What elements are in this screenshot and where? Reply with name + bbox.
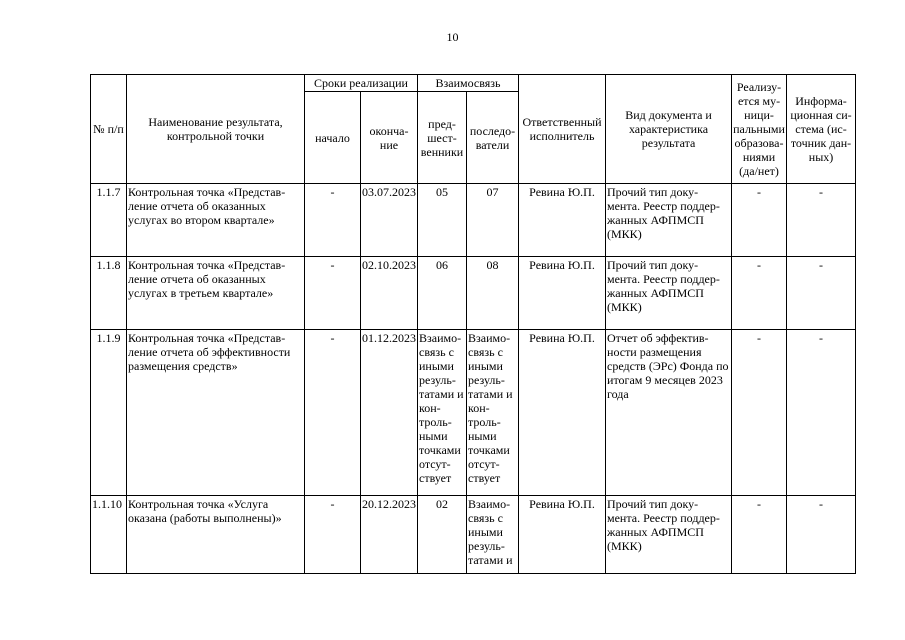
row-executor: Ревина Ю.П. — [519, 257, 606, 330]
row-executor: Ревина Ю.П. — [519, 184, 606, 257]
row-predecessors: 06 — [418, 257, 467, 330]
control-points-table — [90, 74, 856, 574]
row-executor: Ревина Ю.П. — [519, 330, 606, 496]
row-end: 02.10.2023 — [361, 257, 418, 330]
row-successors: Взаимо-связь с иными резуль-татами и — [467, 496, 519, 574]
header-info-system: Информа-ционная си-стема (ис-точник дан-ных) — [787, 75, 856, 184]
row-end: 20.12.2023 — [361, 496, 418, 574]
row-document: Прочий тип доку-мента. Реестр поддер-жанных АФПМСП (МКК) — [606, 496, 732, 574]
table-header — [91, 75, 856, 184]
table-row — [91, 184, 856, 257]
header-executor: Ответственный исполнитель — [519, 75, 606, 184]
row-start: - — [305, 184, 361, 257]
row-document: Прочий тип доку-мента. Реестр поддер-жанных АФПМСП (МКК) — [606, 257, 732, 330]
row-info-system: - — [787, 330, 856, 496]
header-predecessors: пред-шест-венники — [418, 92, 467, 184]
row-municipal: - — [732, 257, 787, 330]
row-start: - — [305, 496, 361, 574]
row-municipal: - — [732, 496, 787, 574]
row-start: - — [305, 330, 361, 496]
row-num: 1.1.10 — [91, 496, 127, 574]
header-terms: Сроки реализации — [305, 75, 418, 92]
row-num: 1.1.7 — [91, 184, 127, 257]
row-document: Отчет об эффектив-ности размещения средств (ЭРс) Фонда по итогам 9 месяцев 2023 года — [606, 330, 732, 496]
header-num: № п/п — [91, 75, 127, 184]
row-document: Прочий тип доку-мента. Реестр поддер-жанных АФПМСП (МКК) — [606, 184, 732, 257]
row-municipal: - — [732, 184, 787, 257]
header-end: оконча-ние — [361, 92, 418, 184]
row-executor: Ревина Ю.П. — [519, 496, 606, 574]
row-end: 01.12.2023 — [361, 330, 418, 496]
table-row — [91, 330, 856, 496]
row-name: Контрольная точка «Услуга оказана (работы выполнены)» — [127, 496, 305, 574]
row-name: Контрольная точка «Представ-ление отчета об оказанных услугах во втором квартале» — [127, 184, 305, 257]
page-number: 10 — [446, 30, 459, 44]
row-info-system: - — [787, 496, 856, 574]
row-municipal: - — [732, 330, 787, 496]
row-info-system: - — [787, 257, 856, 330]
row-start: - — [305, 257, 361, 330]
header-name: Наименование результата, контрольной точки — [127, 75, 305, 184]
row-predecessors: 02 — [418, 496, 467, 574]
row-end: 03.07.2023 — [361, 184, 418, 257]
table-row — [91, 257, 856, 330]
row-info-system: - — [787, 184, 856, 257]
header-successors: последо-ватели — [467, 92, 519, 184]
row-name: Контрольная точка «Представ-ление отчета об эффективности размещения средств» — [127, 330, 305, 496]
header-municipal: Реализу-ется му-ници-пальными образова-ниями (да/нет) — [732, 75, 787, 184]
row-predecessors: 05 — [418, 184, 467, 257]
row-successors: 08 — [467, 257, 519, 330]
header-start: начало — [305, 92, 361, 184]
header-links: Взаимосвязь — [418, 75, 519, 92]
row-name: Контрольная точка «Представ-ление отчета об оказанных услугах в третьем квартале» — [127, 257, 305, 330]
row-successors: 07 — [467, 184, 519, 257]
row-num: 1.1.8 — [91, 257, 127, 330]
table-row — [91, 496, 856, 574]
row-predecessors: Взаимо-связь с иными резуль-татами и кон-троль-ными точками отсут-ствует — [418, 330, 467, 496]
row-successors: Взаимо-связь с иными резуль-татами и кон-троль-ными точками отсут-ствует — [467, 330, 519, 496]
header-doc: Вид документа и характеристика результата — [606, 75, 732, 184]
row-num: 1.1.9 — [91, 330, 127, 496]
